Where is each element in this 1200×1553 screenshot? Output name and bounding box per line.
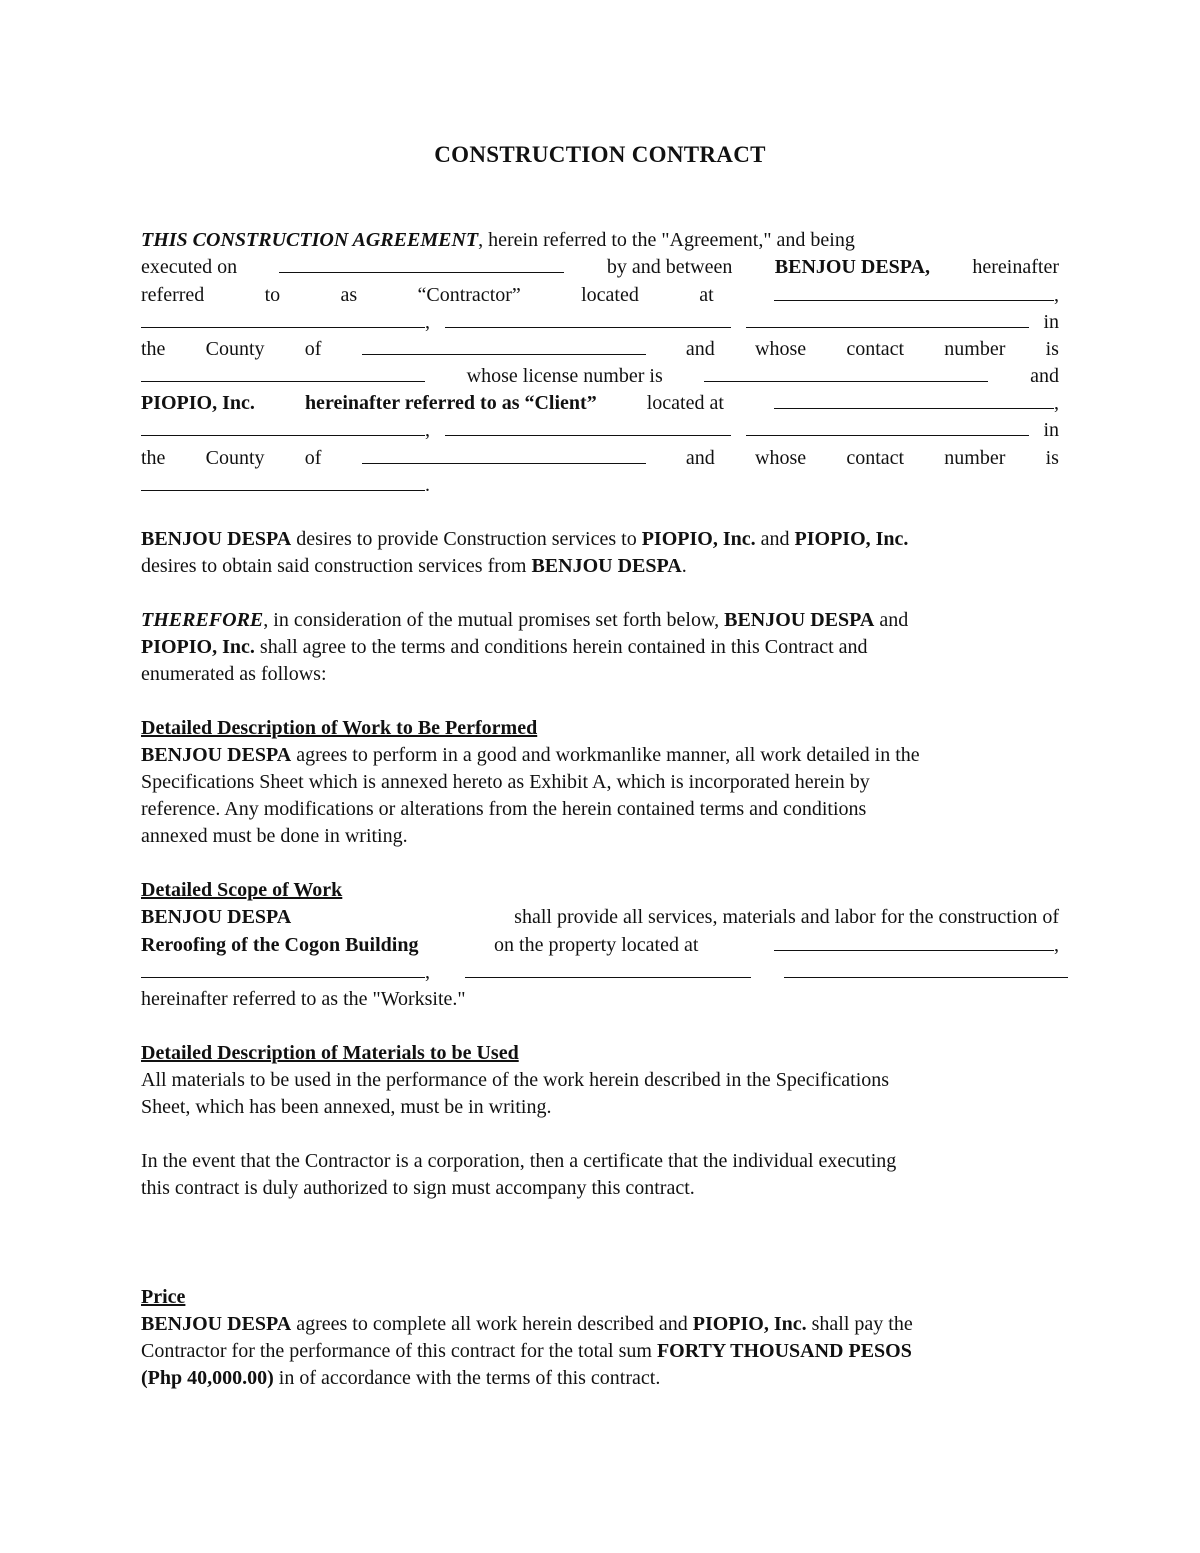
document-title: CONSTRUCTION CONTRACT xyxy=(434,142,766,167)
s2-line-2: Reroofing of the Cogon Building on the property located at , xyxy=(141,932,1059,959)
worksite-state-blank[interactable] xyxy=(465,976,751,978)
intro-line-4: , in xyxy=(141,309,1059,336)
intro-line-5: the County of and whose contact number is xyxy=(141,338,1059,360)
intro-line-6: whose license number is and xyxy=(141,363,1059,390)
s1-line-1: BENJOU DESPA agrees to perform in a good and workmanlike manner, all work detailed in the xyxy=(141,744,920,766)
intro-line-7: PIOPIO, Inc. hereinafter referred to as “Client” located at , xyxy=(141,390,1059,417)
p1-line-1: BENJOU DESPA desires to provide Construction services to PIOPIO, Inc. and PIOPIO, Inc. xyxy=(141,528,909,550)
s2-line-1: BENJOU DESPA shall provide all services, materials and labor for the construction of xyxy=(141,906,1059,928)
worksite-city-blank[interactable] xyxy=(141,976,425,978)
client-city-blank[interactable] xyxy=(141,434,425,436)
client-address-blank[interactable] xyxy=(774,407,1054,409)
p2-line-2: PIOPIO, Inc. shall agree to the terms and conditions herein contained in this Contract and xyxy=(141,636,868,658)
contractor-county-blank[interactable] xyxy=(362,353,646,355)
s1-line-3: reference. Any modifications or alterations from the herein contained terms and conditions xyxy=(141,798,867,820)
agreement-lead: THIS CONSTRUCTION AGREEMENT xyxy=(141,229,479,251)
s1-line-4: annexed must be done in writing. xyxy=(141,825,408,847)
intro-line-2: executed on by and between BENJOU DESPA, hereinafter xyxy=(141,254,1059,281)
section-heading-scope: Detailed Scope of Work xyxy=(141,879,343,901)
intro-line-10: . xyxy=(141,472,1059,499)
contractor-contact-blank[interactable] xyxy=(141,380,425,382)
s4-line-1: BENJOU DESPA agrees to complete all work herein described and PIOPIO, Inc. shall pay the xyxy=(141,1313,913,1335)
execution-date-blank[interactable] xyxy=(279,271,564,273)
client-state-blank[interactable] xyxy=(445,434,731,436)
s2-line-3: , xyxy=(141,959,1059,986)
intro-line-3: referred to as “Contractor” located at , xyxy=(141,284,1059,306)
s3-line-2: Sheet, which has been annexed, must be in writing. xyxy=(141,1096,552,1118)
intro-line-9: the County of and whose contact number is xyxy=(141,447,1059,469)
contractor-name: BENJOU DESPA, xyxy=(774,256,930,278)
p1-line-2: desires to obtain said construction services from BENJOU DESPA. xyxy=(141,555,687,577)
contractor-city-blank[interactable] xyxy=(141,326,425,328)
client-name: PIOPIO, Inc. xyxy=(141,392,255,414)
s3-line-3: In the event that the Contractor is a corporation, then a certificate that the individual executing xyxy=(141,1150,897,1172)
project-name: Reroofing of the Cogon Building xyxy=(141,934,419,956)
contractor-license-blank[interactable] xyxy=(704,380,988,382)
s3-line-4: this contract is duly authorized to sign must accompany this contract. xyxy=(141,1177,695,1199)
section-heading-work: Detailed Description of Work to Be Performed xyxy=(141,717,538,739)
worksite-address-blank[interactable] xyxy=(774,949,1054,951)
s1-line-2: Specifications Sheet which is annexed hereto as Exhibit A, which is incorporated herein by xyxy=(141,771,870,793)
s4-line-2: Contractor for the performance of this contract for the total sum FORTY THOUSAND PESOS xyxy=(141,1340,912,1362)
price-amount-words: FORTY THOUSAND PESOS xyxy=(656,1340,912,1362)
contractor-state-blank[interactable] xyxy=(445,326,731,328)
s4-line-3: (Php 40,000.00) in of accordance with the terms of this contract. xyxy=(141,1367,661,1389)
contractor-address-blank[interactable] xyxy=(774,299,1054,301)
section-heading-materials: Detailed Description of Materials to be Used xyxy=(141,1042,519,1064)
s3-line-1: All materials to be used in the performance of the work herein described in the Specifications xyxy=(141,1069,890,1091)
s2-line-4: hereinafter referred to as the "Worksite." xyxy=(141,988,466,1010)
client-contact-blank[interactable] xyxy=(141,489,425,491)
p2-line-1: THEREFORE, in consideration of the mutual promises set forth below, BENJOU DESPA and xyxy=(141,609,909,631)
contractor-zip-blank[interactable] xyxy=(746,326,1029,328)
intro-line-1: THIS CONSTRUCTION AGREEMENT, herein referred to the "Agreement," and being xyxy=(141,229,855,251)
client-county-blank[interactable] xyxy=(362,462,646,464)
intro-line-8: , in xyxy=(141,417,1059,444)
price-amount-number: (Php 40,000.00) xyxy=(141,1367,274,1389)
worksite-zip-blank[interactable] xyxy=(784,976,1068,978)
client-zip-blank[interactable] xyxy=(746,434,1029,436)
section-heading-price: Price xyxy=(141,1286,186,1308)
p2-line-3: enumerated as follows: xyxy=(141,663,327,685)
